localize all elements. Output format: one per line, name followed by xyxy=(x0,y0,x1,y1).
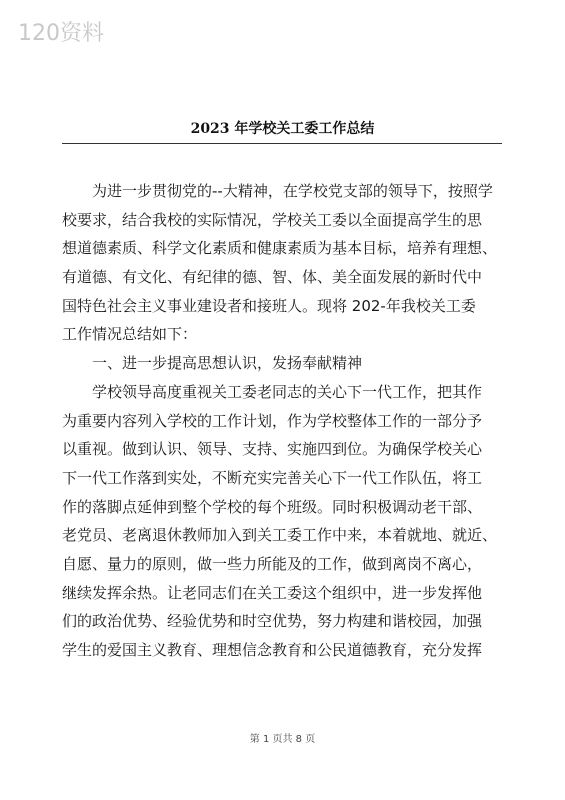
title-divider xyxy=(62,143,502,144)
body-line: 学校领导高度重视关工委老同志的关心下一代工作，把其作 xyxy=(62,382,483,401)
section-heading: 一、进一步提高思想认识，发扬奉献精神 xyxy=(62,354,363,373)
body-line: 国特色社会主义事业建设者和接班人。现将 202-年我校关工委 xyxy=(62,296,476,315)
document-body xyxy=(62,177,510,665)
body-line: 学生的爱国主义教育、理想信念教育和公民道德教育，充分发挥 xyxy=(62,641,483,659)
watermark-logo: 120资料 xyxy=(18,21,104,46)
body-line: 继续发挥余热。让老同志们在关工委这个组织中，进一步发挥他 xyxy=(62,583,483,602)
body-line: 工作情况总结如下： xyxy=(62,325,198,344)
body-line: 以重视。做到认识、领导、支持、实施四到位。为确保学校关心 xyxy=(62,440,483,459)
body-line: 老党员、老离退休教师加入到关工委工作中来，本着就地、就近、 xyxy=(62,526,498,545)
document-title: 2023 年学校关工委工作总结 xyxy=(190,121,375,137)
body-line: 自愿、量力的原则，做一些力所能及的工作，做到离岗不离心， xyxy=(62,554,483,573)
body-line: 们的政治优势、经验优势和时空优势，努力构建和谐校园，加强 xyxy=(62,612,483,631)
body-line: 作的落脚点延伸到整个学校的每个班级。同时积极调动老干部、 xyxy=(62,497,483,516)
body-line: 为重要内容列入学校的工作计划，作为学校整体工作的一部分予 xyxy=(62,411,483,430)
body-line: 有道德、有文化、有纪律的德、智、体、美全面发展的新时代中 xyxy=(62,268,483,287)
body-line: 校要求，结合我校的实际情况，学校关工委以全面提高学生的思 xyxy=(62,210,483,229)
page-footer: 第 1 页共 8 页 xyxy=(249,734,316,745)
body-line: 想道德素质、科学文化素质和健康素质为基本目标，培养有理想、 xyxy=(62,239,498,258)
body-line: 下一代工作落到实处，不断充实完善关心下一代工作队伍，将工 xyxy=(62,468,483,487)
body-line: 为进一步贯彻党的--大精神，在学校党支部的领导下，按照学 xyxy=(62,182,493,200)
